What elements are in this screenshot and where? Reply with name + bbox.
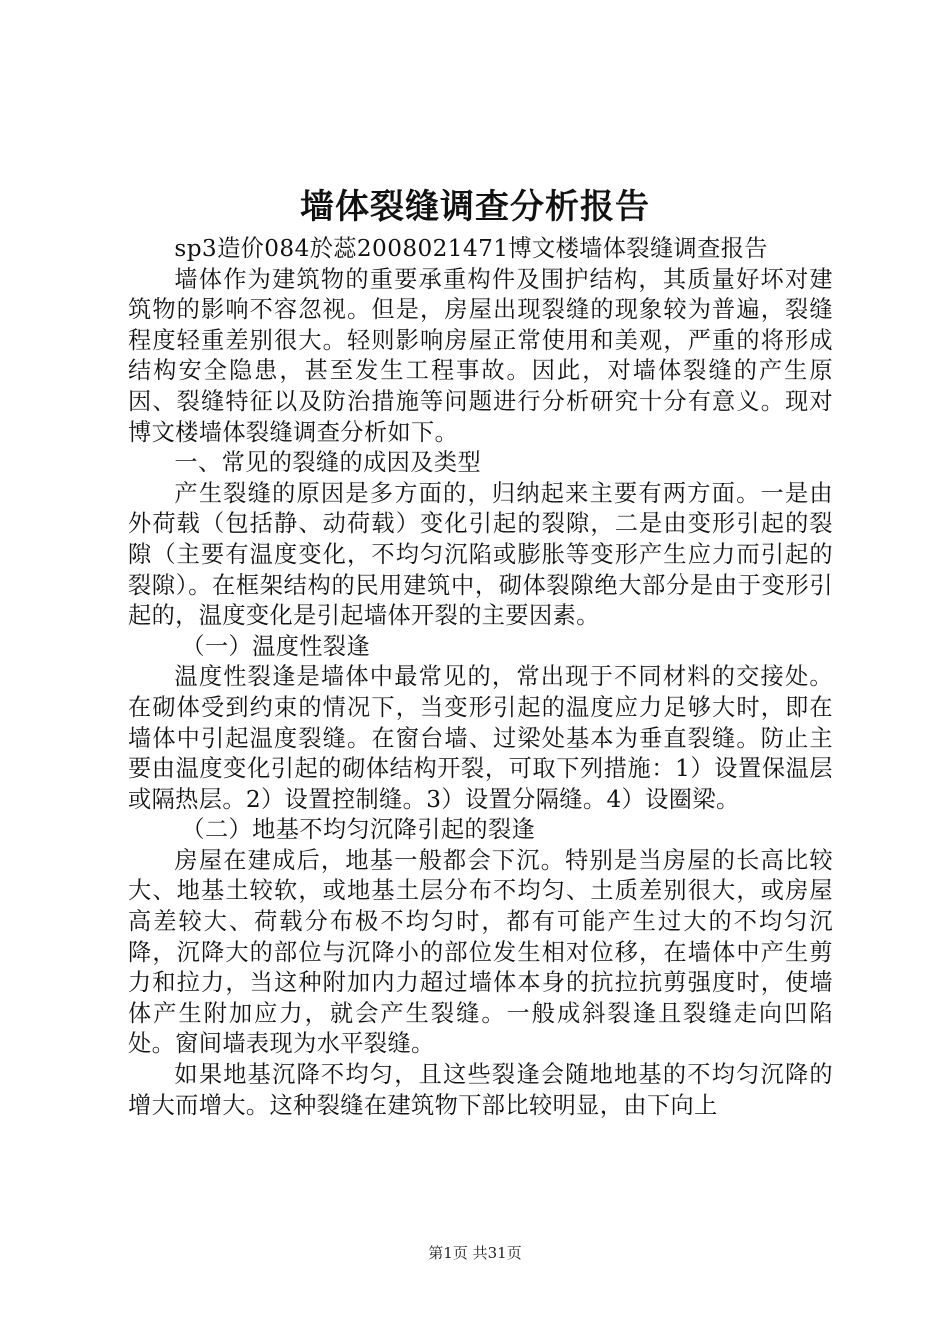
page-indicator: 第1页 共31页 [428,1244,522,1262]
body-paragraph: 产生裂缝的原因是多方面的，归纳起来主要有两方面。一是由外荷载（包括静、动荷载）变化引起的裂隙，二是由变形引起的裂隙（主要有温度变化，不均匀沉陷或膨胀等变形产生应力而引起的裂隙）。在框架结构的民用建筑中，砌体裂隙绝大部分是由于变形引起的，温度变化是引起墙体开裂的主要因素。 [128,479,833,630]
intro-paragraph: 墙体作为建筑物的重要承重构件及围护结构，其质量好坏对建筑物的影响不容忽视。但是，房屋出现裂缝的现象较为普遍，裂缝程度轻重差别很大。轻则影响房屋正常使用和美观，严重的将形成结构安全隐患，甚至发生工程事故。因此，对墙体裂缝的产生原因、裂缝特征以及防治措施等问题进行分析研究十分有意义。现对博文楼墙体裂缝调查分析如下。 [128,265,833,446]
document-title: 墙体裂缝调查分析报告 [300,187,650,227]
section-heading: 一、常见的裂缝的成因及类型 [174,449,482,477]
body-paragraph: 温度性裂逢是墙体中最常见的，常出现于不同材料的交接处。在砌体受到约束的情况下，当变形引起的温度应力足够大时，即在墙体中引起温度裂缝。在窗台墙、过梁处基本为垂直裂缝。防止主要由温度变化引起的砌体结构开裂，可取下列措施：1）设置保温层或隔热层。2）设置控制缝。3）设置分隔缝。4）设圈梁。 [128,663,833,813]
body-paragraph: 如果地基沉降不均匀，且这些裂逢会随地地基的不均匀沉降的增大而增大。这种裂缝在建筑物下部比较明显，由下向上 [128,1061,833,1119]
subsection-heading: （一）温度性裂逢 [181,632,371,660]
subsection-heading: （二）地基不均匀沉降引起的裂逢 [181,816,536,844]
document-body [128,234,833,1121]
body-paragraph: 房屋在建成后，地基一般都会下沉。特别是当房屋的长高比较大、地基土较软，或地基土层分布不均匀、土质差别很大，或房屋高差较大、荷载分布极不均匀时，都有可能产生过大的不均匀沉降，沉降大的部位与沉降小的部位发生相对位移，在墙体中产生剪力和拉力，当这种附加内力超过墙体本身的抗拉抗剪强度时，使墙体产生附加应力，就会产生裂缝。一般成斜裂逢且裂缝走向凹陷处。窗间墙表现为水平裂缝。 [128,846,833,1058]
author-line: sp3造价084於蕊2008021471博文楼墙体裂缝调查报告 [174,235,768,262]
